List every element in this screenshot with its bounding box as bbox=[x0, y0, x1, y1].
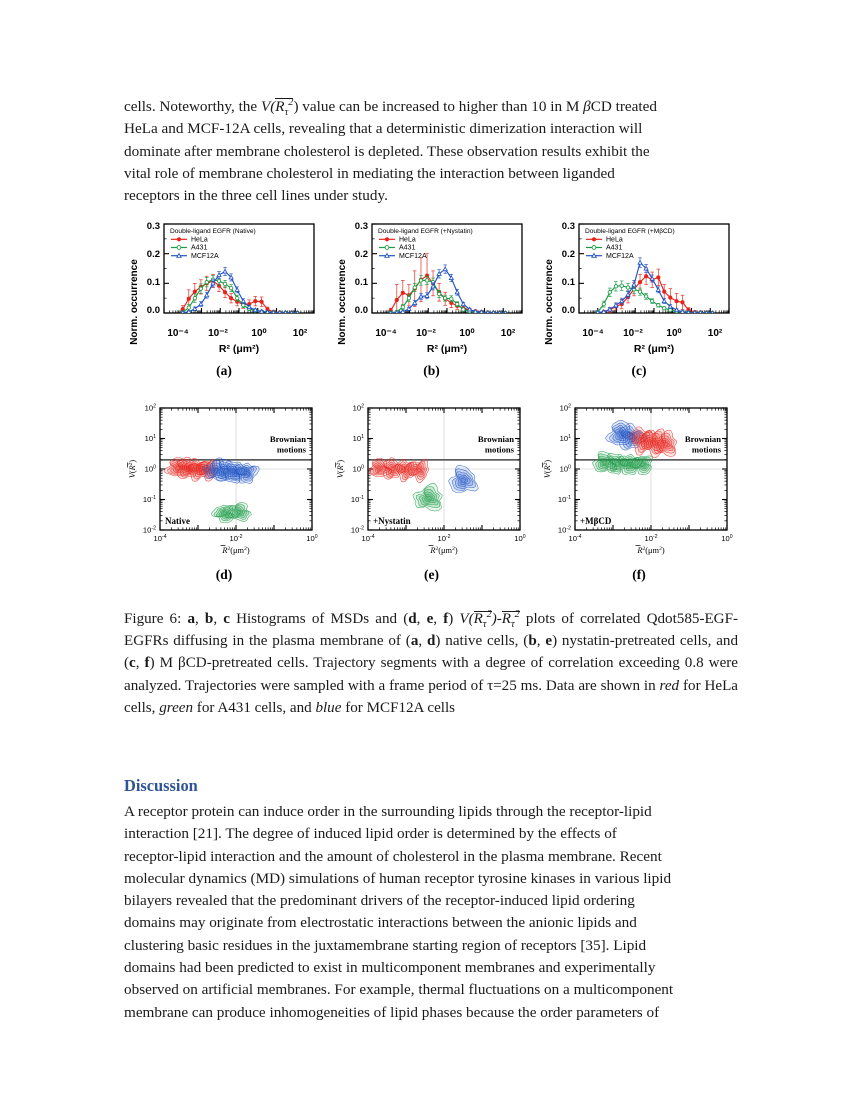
caption-bold-token: a bbox=[187, 611, 195, 627]
caption-bold-token: d bbox=[427, 633, 436, 650]
figure-contour-row bbox=[124, 398, 739, 588]
top-para-line2: HeLa and MCF-12A cells, revealing that a deterministic dimerization interaction will bbox=[124, 120, 643, 138]
top-para-line1-pre: cells. Noteworthy, the bbox=[124, 98, 261, 115]
caption-bold-token: c bbox=[223, 611, 230, 627]
panel-f-ytick-3: $10^{-1}$ bbox=[557, 495, 571, 505]
panel-f-ytick-2: $10^0$ bbox=[559, 464, 571, 474]
panel-b-yaxis-labels bbox=[354, 221, 368, 316]
ytick-0-3: 0.3 bbox=[561, 221, 575, 232]
panel-a-legend-a431: A431 bbox=[191, 244, 208, 252]
ytick-0-3: 0.3 bbox=[146, 221, 160, 232]
panel-e bbox=[332, 398, 532, 588]
panel-a-plotarea bbox=[164, 224, 314, 315]
panel-c bbox=[539, 212, 739, 380]
ytick-0-0: 0.0 bbox=[146, 305, 160, 316]
panel-e-plotarea bbox=[335, 404, 525, 555]
discussion-body bbox=[124, 801, 738, 1024]
panel-e-brownian-label-1: Brownian bbox=[477, 433, 514, 444]
panel-f-xtick-2: $10^0$ bbox=[721, 534, 733, 543]
svg-text:R2(μm2): $R^2(\mu m^2)$ bbox=[429, 546, 458, 555]
panel-e-ytick-3: $10^{-1}$ bbox=[350, 495, 364, 505]
panel-e-xlabel bbox=[428, 546, 457, 556]
panel-d-ytick-3: $10^{-1}$ bbox=[142, 495, 156, 505]
panel-e-xtick-2: $10^0$ bbox=[513, 534, 526, 543]
panel-c-legend-mcf12a: MCF12A bbox=[606, 252, 634, 260]
panel-e-ylabel bbox=[335, 460, 345, 478]
xtick-1e-4: 10⁻⁴ bbox=[167, 328, 189, 339]
ytick-0-1: 0.1 bbox=[561, 277, 575, 288]
xtick-1e0: 10⁰ bbox=[458, 328, 475, 339]
panel-d-xlabel bbox=[221, 546, 250, 556]
math-v-r-tau-squared: $V(R_\tau^2$ bbox=[260, 96, 294, 119]
panel-d bbox=[124, 398, 324, 588]
ytick-0-2: 0.2 bbox=[146, 249, 160, 260]
caption-italic-green: green bbox=[159, 699, 194, 716]
panel-f-ylabel bbox=[543, 460, 553, 478]
panel-b-xlabel: R² (μm²) bbox=[426, 343, 467, 355]
panel-d-ytick-0: $10^2$ bbox=[144, 403, 156, 413]
panel-c-legend-a431: A431 bbox=[606, 244, 623, 252]
xtick-1e0: 10⁰ bbox=[666, 328, 682, 339]
panel-d-brownian-label-2: motions bbox=[276, 444, 306, 455]
caption-bold-token: c bbox=[129, 655, 136, 672]
panel-f-xlabel bbox=[636, 546, 665, 556]
top-para-line1-post: ) value can be increased to higher than 10 in M bbox=[293, 98, 584, 115]
panel-a-legend-title: Double-ligand EGFR (Native) bbox=[170, 228, 256, 235]
panel-d-xtick-1: $10^{-2}$ bbox=[229, 534, 243, 543]
panel-a-legend-hela: HeLa bbox=[191, 236, 208, 244]
caption-italic-blue: blue bbox=[315, 699, 342, 716]
ytick-0-1: 0.1 bbox=[354, 277, 368, 288]
discussion-line-3: receptor-lipid interaction and the amount of cholesterol in the plasma membrane. Recent bbox=[124, 847, 662, 865]
panel-d-letter: (d) bbox=[215, 567, 233, 582]
panel-c-plotarea bbox=[579, 224, 729, 315]
discussion-line-2: interaction [21]. The degree of induced lipid order is determined by the effects of bbox=[124, 825, 617, 843]
caption-bold-token: e bbox=[426, 611, 434, 627]
discussion-paragraph bbox=[124, 801, 738, 1024]
caption-bold-token: b bbox=[528, 633, 537, 650]
panel-d-xtick-0: $10^{-4}$ bbox=[153, 534, 167, 543]
ytick-0-0: 0.0 bbox=[354, 305, 368, 316]
panel-e-ytick-4: $10^{-2}$ bbox=[350, 525, 364, 535]
panel-f-condition-label: +MβCD bbox=[580, 516, 612, 526]
discussion-line-7: clustering basic residues in the juxtamembrane starting region of receptors [35]. Lipid bbox=[124, 936, 647, 954]
svg-text:R2(μm2): $R^2(\mu m^2)$ bbox=[222, 546, 250, 555]
panel-a-letter: (a) bbox=[216, 363, 232, 378]
panel-c-xaxis-labels bbox=[582, 328, 723, 339]
panel-d-ytick-2: $10^0$ bbox=[144, 464, 156, 474]
panel-b bbox=[332, 212, 532, 380]
panel-d-chart bbox=[124, 398, 324, 566]
xtick-1e-2: 10⁻² bbox=[208, 328, 228, 339]
xtick-1e-4: 10⁻⁴ bbox=[374, 328, 397, 339]
ytick-0-3: 0.3 bbox=[354, 221, 368, 232]
caption-bold-token: e bbox=[545, 633, 553, 650]
panel-f-xtick-0: $10^{-4}$ bbox=[568, 534, 582, 543]
panel-a-yaxis-labels bbox=[147, 221, 161, 316]
panel-c-ylabel: Norm. occurrence bbox=[544, 259, 555, 345]
caption-bold-token: f bbox=[443, 611, 449, 627]
caption-math-vr: $V(R_\tau^2)-R_\tau^2$ bbox=[459, 608, 520, 631]
xtick-1e2: 10² bbox=[292, 328, 308, 339]
panel-d-plotarea bbox=[128, 404, 318, 555]
panel-e-condition-label: +Nystatin bbox=[372, 516, 411, 526]
ytick-0-2: 0.2 bbox=[561, 249, 575, 260]
panel-e-ytick-2: $10^0$ bbox=[352, 464, 364, 474]
panel-d-ytick-1: $10^1$ bbox=[144, 434, 156, 444]
figure-caption bbox=[124, 608, 738, 719]
panel-e-chart bbox=[332, 398, 532, 566]
ytick-0-2: 0.2 bbox=[354, 249, 368, 260]
panel-e-letter: (e) bbox=[424, 567, 439, 582]
beta-symbol: β bbox=[583, 98, 591, 115]
ytick-0-0: 0.0 bbox=[561, 305, 575, 316]
svg-text:V(R2): $V(R^2)$ bbox=[128, 459, 137, 479]
discussion-line-9: observed on artificial membranes. For example, thermal fluctuations on a multicomponent bbox=[124, 981, 674, 999]
panel-a-ylabel: Norm. occurrence bbox=[129, 259, 140, 345]
caption-rich: Figure 6: a, b, c Histograms of MSDs and (d, e, f) $V(R_\tau^2)-R_\tau^2$ plots of correlated Qdot585-EGF-EGFRs diffusing in the plasma membrane of (a, d) native cells, (b, e) nystatin-pretreated cells, and (c, f) M βCD-pretreated cells. Trajectory segments with a degree of correlation exceeding 0.8 were analyzed. Trajectories were sampled with a frame period of τ=25 ms. Data are shown in red for HeLa cells, green for A431 cells, and blue for MCF12A cells bbox=[124, 608, 739, 716]
figure-histogram-row bbox=[124, 212, 739, 380]
caption-bold-token: a bbox=[410, 633, 419, 650]
caption-bold-token: d bbox=[408, 611, 417, 627]
panel-d-ytick-4: $10^{-2}$ bbox=[142, 525, 156, 535]
xtick-1e-2: 10⁻² bbox=[415, 328, 436, 339]
panel-a-xaxis-labels bbox=[167, 328, 308, 339]
discussion-line-10: membrane can produce inhomogeneities of lipid phases because the order parameters of bbox=[124, 1003, 660, 1021]
panel-a-legend-mcf12a: MCF12A bbox=[191, 252, 219, 260]
panel-c-legend-hela: HeLa bbox=[606, 236, 623, 244]
panel-d-brownian-label-1: Brownian bbox=[269, 433, 306, 444]
panel-d-xtick-2: $10^0$ bbox=[306, 534, 318, 543]
panel-d-condition-label: Native bbox=[165, 516, 190, 526]
top-para-line3: dominate after membrane cholesterol is depleted. These observation results exhibit the bbox=[124, 142, 650, 160]
panel-e-xtick-0: $10^{-4}$ bbox=[360, 534, 375, 543]
panel-b-chart bbox=[332, 212, 532, 362]
panel-f-xtick-1: $10^{-2}$ bbox=[644, 534, 658, 543]
top-paragraph-block bbox=[124, 96, 736, 207]
panel-b-legend-hela: HeLa bbox=[398, 236, 416, 244]
panel-f-chart bbox=[539, 398, 739, 566]
panel-e-xtick-1: $10^{-2}$ bbox=[436, 534, 451, 543]
panel-f-brownian-label-2: motions bbox=[691, 444, 721, 455]
panel-c-legend-title: Double-ligand EGFR (+MβCD) bbox=[585, 228, 675, 235]
panel-f bbox=[539, 398, 739, 588]
top-para-line1-end: CD treated bbox=[590, 98, 657, 115]
panel-b-ylabel: Norm. occurrence bbox=[336, 259, 348, 345]
discussion-line-5: bilayers revealed that the predominant drivers of the receptor-induced lipid ordering bbox=[124, 892, 635, 910]
xtick-1e-2: 10⁻² bbox=[623, 328, 643, 339]
panel-b-plotarea bbox=[372, 224, 522, 315]
panel-a-xlabel: R² (μm²) bbox=[218, 343, 260, 355]
panel-f-ytick-0: $10^2$ bbox=[559, 403, 571, 413]
top-paragraph bbox=[124, 96, 736, 207]
top-para-line4: vital role of membrane cholesterol in mediating the interaction between liganded bbox=[124, 164, 615, 182]
panel-f-letter: (f) bbox=[632, 567, 646, 582]
panel-c-letter: (c) bbox=[631, 363, 647, 378]
panel-a bbox=[124, 212, 324, 380]
panel-e-brownian-label-2: motions bbox=[484, 444, 514, 455]
panel-f-brownian-label-1: Brownian bbox=[684, 433, 721, 444]
caption-bold-token: f bbox=[144, 655, 150, 672]
xtick-1e2: 10² bbox=[707, 328, 723, 339]
panel-b-legend-title: Double-ligand EGFR (+Nystatin) bbox=[377, 228, 473, 235]
discussion-line-6: domains may originate from electrostatic interactions between the anionic lipids and bbox=[124, 914, 637, 932]
svg-text:R2(μm2): $R^2(\mu m^2)$ bbox=[637, 546, 665, 555]
discussion-line-4: molecular dynamics (MD) simulations of human receptor tyrosine kinases in various lipid bbox=[124, 869, 672, 887]
panel-f-plotarea bbox=[543, 404, 733, 555]
xtick-1e2: 10² bbox=[500, 328, 515, 339]
panel-e-ytick-0: $10^2$ bbox=[352, 403, 364, 413]
discussion-heading: Discussion bbox=[124, 776, 198, 795]
caption-italic-red: red bbox=[659, 677, 680, 694]
panel-c-yaxis-labels bbox=[562, 221, 576, 316]
xtick-1e0: 10⁰ bbox=[251, 328, 267, 339]
panel-d-ylabel bbox=[128, 460, 138, 478]
panel-f-ytick-4: $10^{-2}$ bbox=[557, 525, 571, 535]
panel-b-letter: (b) bbox=[423, 363, 440, 378]
figure-6 bbox=[124, 212, 739, 588]
panel-c-xlabel: R² (μm²) bbox=[633, 343, 675, 355]
panel-f-ytick-1: $10^1$ bbox=[559, 434, 571, 444]
discussion-line-8: domains had been predicted to exist in multicomponent membranes and experimentally bbox=[124, 959, 656, 977]
svg-text:V(R2): $V(R^2)$ bbox=[335, 459, 345, 479]
svg-text:V(R2): $V(R^2)$ bbox=[543, 459, 552, 479]
panel-b-legend-mcf12a: MCF12A bbox=[398, 252, 427, 260]
discussion-line-1: A receptor protein can induce order in the surrounding lipids through the receptor-lipid bbox=[124, 803, 652, 820]
ytick-0-1: 0.1 bbox=[146, 277, 160, 288]
panel-e-ytick-1: $10^1$ bbox=[352, 434, 364, 444]
panel-b-legend-a431: A431 bbox=[398, 244, 415, 252]
panel-a-chart bbox=[124, 212, 324, 362]
panel-b-xaxis-labels bbox=[375, 328, 516, 339]
caption-bold-token: b bbox=[204, 611, 214, 627]
xtick-1e-4: 10⁻⁴ bbox=[582, 328, 604, 339]
top-para-line5: receptors in the three cell lines under study. bbox=[124, 187, 388, 205]
panel-c-chart bbox=[539, 212, 739, 362]
